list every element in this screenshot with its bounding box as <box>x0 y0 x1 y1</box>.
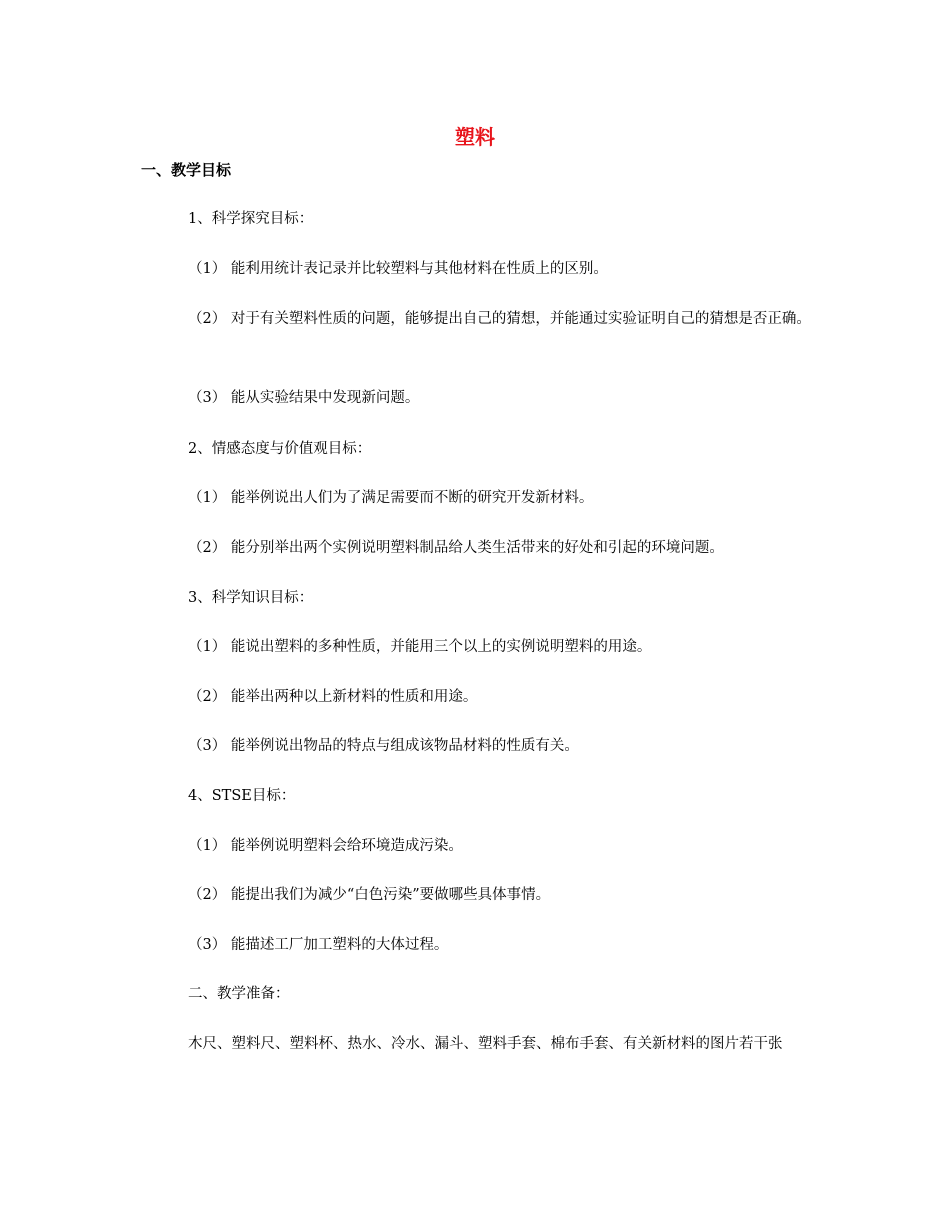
materials-list: 木尺、塑料尺、塑料杯、热水、冷水、漏斗、塑料手套、棉布手套、有关新材料的图片若干张 <box>188 1036 783 1052</box>
goal-item: （2） 能提出我们为减少“白色污染”要做哪些具体事情。 <box>188 887 551 903</box>
goal-heading-inquiry: 1、科学探究目标： <box>188 211 314 227</box>
section-heading-goals: 一、教学目标 <box>141 161 232 179</box>
goal-item-wrapped: （2） 对于有关塑料性质的问题，能够提出自己的猜想，并能通过实验证明自己的猜想是否正确。 <box>188 311 811 327</box>
goal-item: （1） 能举例说出人们为了满足需要而不断的研究开发新材料。 <box>188 490 594 506</box>
goal-item: （1） 能举例说明塑料会给环境造成污染。 <box>188 838 463 854</box>
goal-item: （3） 能举例说出物品的特点与组成该物品材料的性质有关。 <box>188 738 579 754</box>
goal-heading-knowledge: 3、科学知识目标： <box>188 590 314 606</box>
goal-heading-attitude: 2、情感态度与价值观目标： <box>188 441 372 457</box>
section-heading-preparation: 二、教学准备： <box>188 986 290 1002</box>
goal-item: （2） 能分别举出两个实例说明塑料制品给人类生活带来的好处和引起的环境问题。 <box>188 540 724 556</box>
goal-item: （3） 能从实验结果中发现新问题。 <box>188 390 420 406</box>
goal-item: （2） 能举出两种以上新材料的性质和用途。 <box>188 689 478 705</box>
goal-item: （1） 能说出塑料的多种性质，并能用三个以上的实例说明塑料的用途。 <box>188 639 652 655</box>
goal-item: （3） 能描述工厂加工塑料的大体过程。 <box>188 937 449 953</box>
goal-item: （1） 能利用统计表记录并比较塑料与其他材料在性质上的区别。 <box>188 261 608 277</box>
goal-heading-stse: 4、STSE目标： <box>188 788 296 804</box>
document-title: 塑料 <box>455 125 495 149</box>
